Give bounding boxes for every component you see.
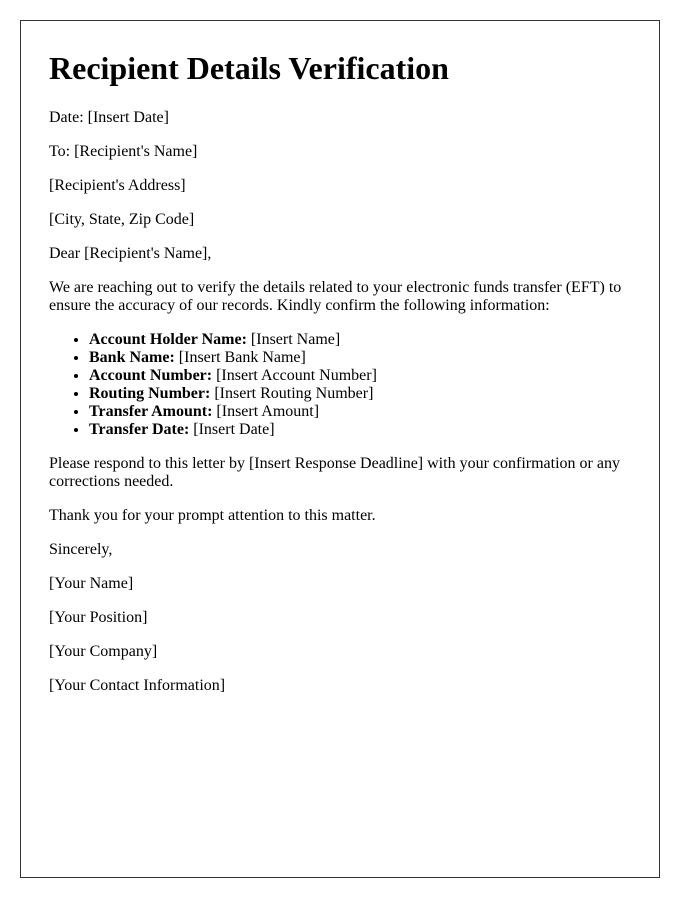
thanks-paragraph: Thank you for your prompt attention to this matter. [49,507,376,524]
intro-paragraph: We are reaching out to verify the details related to your electronic funds transfer (EFT) to ensure the accuracy of our records. Kindly confirm the following information: [49,279,622,314]
detail-label: Account Number: [89,367,213,384]
details-item-bank-name [89,349,631,367]
letter-page [20,20,660,878]
sender-company: [Your Company] [49,643,158,660]
detail-label: Routing Number: [89,385,211,402]
sender-contact: [Your Contact Information] [49,677,226,694]
recipient-address-line: [Recipient's Address] [49,177,186,194]
sender-name: [Your Name] [49,575,134,592]
detail-label: Transfer Amount: [89,403,213,420]
detail-value: [Insert Bank Name] [178,349,306,366]
details-item-account-holder [89,331,631,349]
sender-position: [Your Position] [49,609,148,626]
detail-value: [Insert Amount] [216,403,320,420]
details-item-account-number [89,367,631,385]
detail-value: [Insert Name] [250,331,341,348]
respond-paragraph: Please respond to this letter by [Insert Response Deadline] with your confirmation or any corrections needed. [49,455,620,490]
salutation: Dear [Recipient's Name], [49,245,212,262]
details-item-transfer-amount [89,403,631,421]
closing: Sincerely, [49,541,113,558]
details-list [49,331,631,439]
recipient-name-line: To: [Recipient's Name] [49,143,198,160]
detail-label: Account Holder Name: [89,331,247,348]
letter-title: Recipient Details Verification [49,50,449,86]
detail-value: [Insert Date] [193,421,275,438]
detail-value: [Insert Routing Number] [214,385,374,402]
detail-label: Transfer Date: [89,421,190,438]
detail-label: Bank Name: [89,349,175,366]
details-item-routing-number [89,385,631,403]
detail-value: [Insert Account Number] [216,367,377,384]
date-line: Date: [Insert Date] [49,109,169,126]
recipient-city-line: [City, State, Zip Code] [49,211,195,228]
details-item-transfer-date [89,421,631,439]
